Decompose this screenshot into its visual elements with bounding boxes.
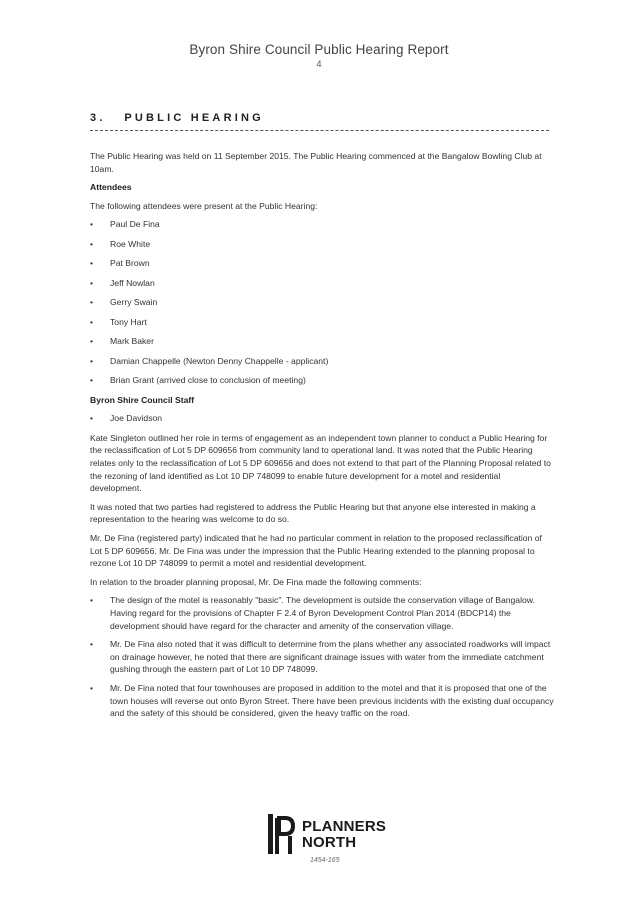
list-item: • Damian Chappelle (Newton Denny Chappelle - applicant) bbox=[90, 355, 554, 368]
logo-wordmark bbox=[302, 819, 386, 851]
logo-reference: 1454-165 bbox=[310, 857, 340, 864]
body-paragraph: In relation to the broader planning proposal, Mr. De Fina made the following comments: bbox=[90, 576, 422, 587]
list-item: • The design of the motel is reasonably "basic". The development is outside the conservation village of Bangalow. Having regard for the provisions of Chapter F 2.4 of Byron Development Control Plan 2014 (BDCP14) the development should have regard for the character and amenity of the conservation village. bbox=[90, 594, 554, 632]
list-item: • Mark Baker bbox=[90, 335, 554, 348]
list-item: • Joe Davidson bbox=[90, 412, 554, 425]
report-body bbox=[90, 150, 554, 726]
staff-list bbox=[90, 412, 554, 425]
staff-heading: Byron Shire Council Staff bbox=[90, 394, 195, 405]
attendees-heading: Attendees bbox=[90, 182, 132, 193]
report-title: Byron Shire Council Public Hearing Report bbox=[189, 42, 449, 57]
body-paragraph: Mr. De Fina (registered party) indicated that he had no particular comment in relation to the proposed reclassification of Lot 5 DP 609656. Mr. De Fina was under the impression that the Public Hearing extended to the planning proposal to rezone Lot 10 DP 748099 to permit a motel and residential development. bbox=[90, 532, 542, 569]
intro-paragraph: The Public Hearing was held on 11 September 2015. The Public Hearing commenced at the Bangalow Bowling Club at 10am. bbox=[90, 151, 542, 174]
page-header bbox=[0, 42, 638, 69]
list-item: • Pat Brown bbox=[90, 257, 554, 270]
logo-line-1: PLANNERS bbox=[302, 818, 387, 835]
planners-north-logo-icon bbox=[266, 812, 296, 858]
list-item: • Gerry Swain bbox=[90, 296, 554, 309]
section-heading bbox=[90, 112, 549, 131]
list-item: • Brian Grant (arrived close to conclusion of meeting) bbox=[90, 374, 554, 387]
list-item: • Tony Hart bbox=[90, 316, 554, 329]
section-heading-text: 3. PUBLIC HEARING bbox=[90, 112, 264, 124]
list-item: • Mr. De Fina also noted that it was difficult to determine from the plans whether any associated roadworks will impact on drainage however, he noted that there are significant drainage issues with water from the immediate catchment gushing through the eastern part of Lot 10 DP 748099. bbox=[90, 638, 554, 676]
list-item: • Jeff Nowlan bbox=[90, 277, 554, 290]
page-number: 4 bbox=[316, 59, 322, 69]
list-item: • Roe White bbox=[90, 238, 554, 251]
list-item: • Mr. De Fina noted that four townhouses are proposed in addition to the motel and that it is proposed that one of the town houses will reverse out onto Byron Street. There have been previous incidents with the existing dual occupancy and the safety of this should be considered, given the heavy traffic on the road. bbox=[90, 682, 554, 720]
attendees-lead: The following attendees were present at the Public Hearing: bbox=[90, 200, 318, 211]
list-item: • Paul De Fina bbox=[90, 218, 554, 231]
body-paragraph: Kate Singleton outlined her role in terms of engagement as an independent town planner to conduct a Public Hearing for the reclassification of Lot 5 DP 609656 from community land to operational land. It was noted that the Public Hearing relates only to the reclassification of Lot 5 DP 609656 and does not extend to that part of the Planning Proposal related to the rezoning of land identified as Lot 10 DP 748099 to enable future development for a motel and residential development. bbox=[90, 432, 551, 494]
planners-north-logo bbox=[266, 812, 396, 872]
comments-list bbox=[90, 594, 554, 719]
attendees-list bbox=[90, 218, 554, 386]
logo-line-2: NORTH bbox=[302, 834, 357, 851]
body-paragraph: It was noted that two parties had registered to address the Public Hearing but that anyone else interested in making a representation to the hearing was welcome to do so. bbox=[90, 501, 536, 525]
